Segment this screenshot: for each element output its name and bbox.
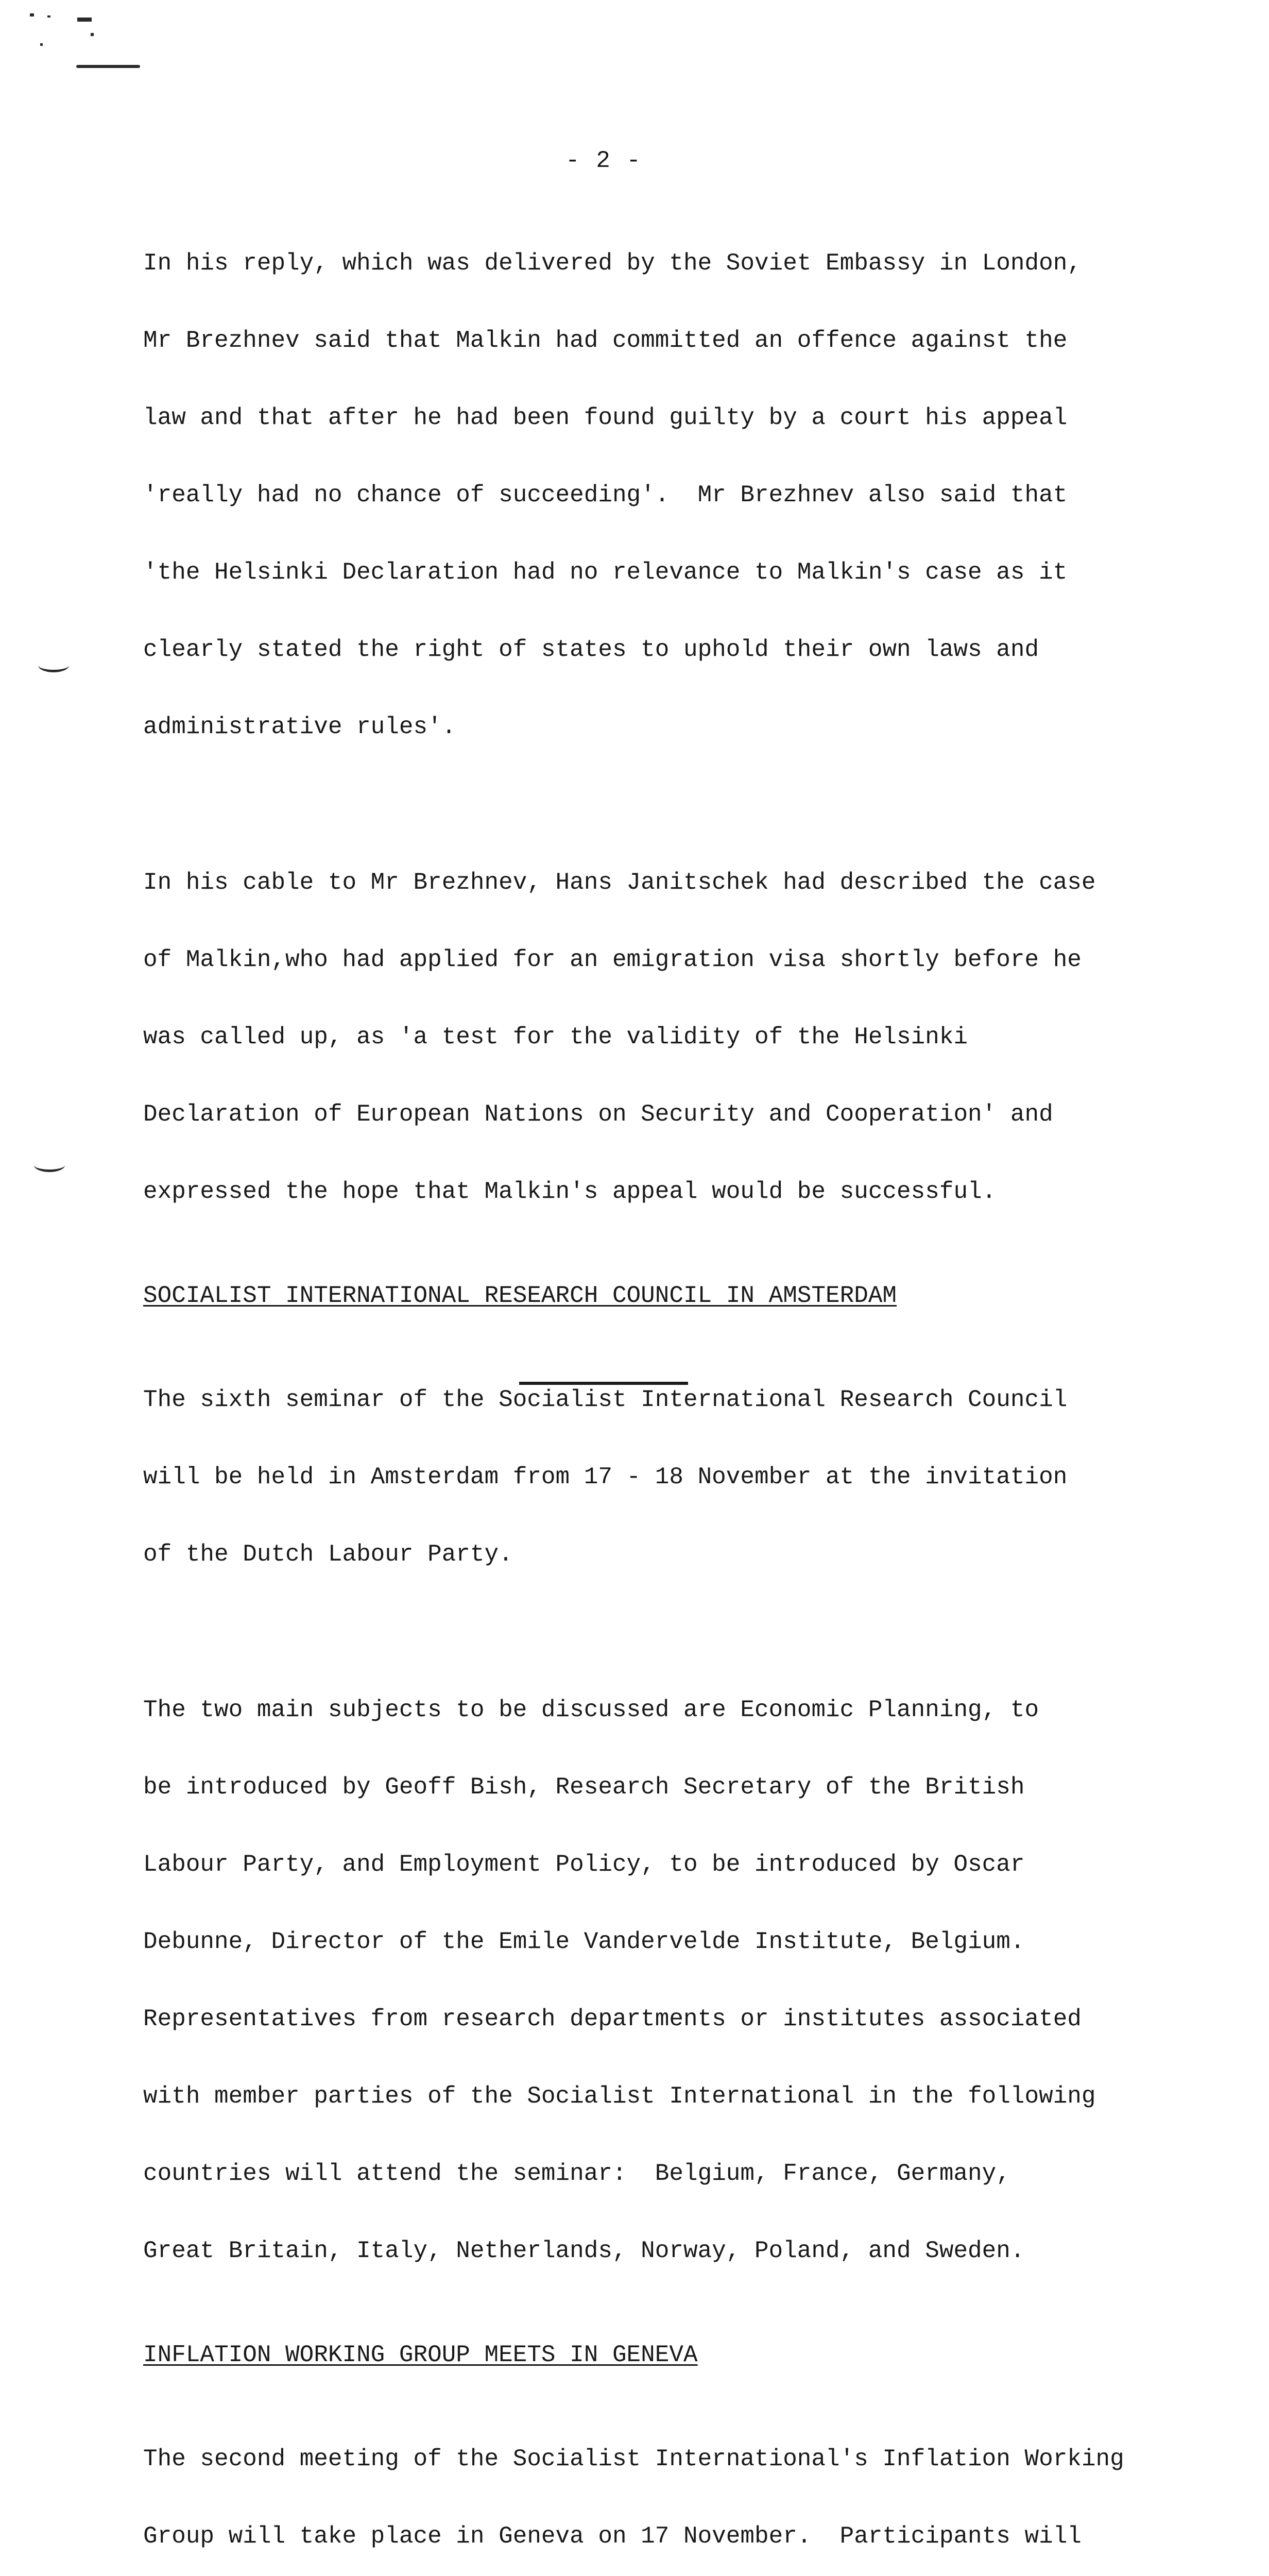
document-body	[143, 199, 1214, 2576]
text-line: countries will attend the seminar: Belgium, France, Germany,	[143, 2160, 1010, 2187]
text-line: Great Britain, Italy, Netherlands, Norway, Poland, and Sweden.	[143, 2238, 1025, 2264]
text-line: was called up, as 'a test for the validity of the Helsinki	[143, 1024, 968, 1050]
text-line: Representatives from research departments or institutes associated	[143, 2006, 1082, 2032]
scan-speck	[40, 43, 43, 46]
page-number: - 2 -	[565, 147, 642, 174]
text-line: will be held in Amsterdam from 17 - 18 November at the invitation	[143, 1464, 1068, 1490]
text-line: Group will take place in Geneva on 17 November. Participants will	[143, 2523, 1082, 2550]
end-of-document-rule	[519, 1382, 688, 1385]
text-line: The sixth seminar of the Socialist International Research Council	[143, 1386, 1068, 1413]
text-line: Labour Party, and Employment Policy, to be introduced by Oscar	[143, 1851, 1025, 1878]
paragraph-brezhnev-reply	[143, 199, 1214, 791]
margin-mark	[34, 1158, 65, 1172]
text-line: be introduced by Geoff Bish, Research Secretary of the British	[143, 1774, 1025, 1801]
scan-speck	[91, 33, 94, 36]
text-line: The second meeting of the Socialist International's Inflation Working	[143, 2446, 1124, 2472]
text-line: In his cable to Mr Brezhnev, Hans Janitschek had described the case	[143, 869, 1096, 896]
text-line: with member parties of the Socialist International in the following	[143, 2083, 1096, 2110]
margin-mark	[38, 658, 69, 672]
text-line: of Malkin,who had applied for an emigration visa shortly before he	[143, 946, 1082, 973]
paragraph-janitschek-cable	[143, 818, 1214, 1256]
paragraph-sixth-seminar	[143, 1335, 1214, 1619]
text-line: 'really had no chance of succeeding'. Mr Brezhnev also said that	[143, 482, 1068, 509]
scan-speck	[30, 13, 34, 16]
scan-speck	[77, 18, 92, 22]
text-line: administrative rules'.	[143, 714, 456, 740]
text-line: Debunne, Director of the Emile Vandervelde Institute, Belgium.	[143, 1928, 1025, 1955]
text-line: In his reply, which was delivered by the Soviet Embassy in London,	[143, 250, 1082, 277]
text-line: of the Dutch Labour Party.	[143, 1541, 513, 1568]
section-heading-inflation-group: INFLATION WORKING GROUP MEETS IN GENEVA	[143, 2342, 698, 2368]
section-heading-research-council: SOCIALIST INTERNATIONAL RESEARCH COUNCIL IN AMSTERDAM	[143, 1282, 897, 1309]
paragraph-inflation-meeting	[143, 2395, 1214, 2576]
text-line: Declaration of European Nations on Security and Cooperation' and	[143, 1101, 1053, 1128]
paragraph-seminar-subjects	[143, 1646, 1214, 2315]
text-line: expressed the hope that Malkin's appeal would be successful.	[143, 1178, 997, 1205]
text-line: Mr Brezhnev said that Malkin had committed an offence against the	[143, 327, 1068, 354]
text-line: 'the Helsinki Declaration had no relevance to Malkin's case as it	[143, 559, 1068, 586]
scan-speck	[47, 15, 50, 18]
text-line: law and that after he had been found guilty by a court his appeal	[143, 404, 1068, 431]
text-line: The two main subjects to be discussed are Economic Planning, to	[143, 1697, 1039, 1723]
scan-stroke	[76, 65, 140, 68]
text-line: clearly stated the right of states to uphold their own laws and	[143, 636, 1039, 663]
